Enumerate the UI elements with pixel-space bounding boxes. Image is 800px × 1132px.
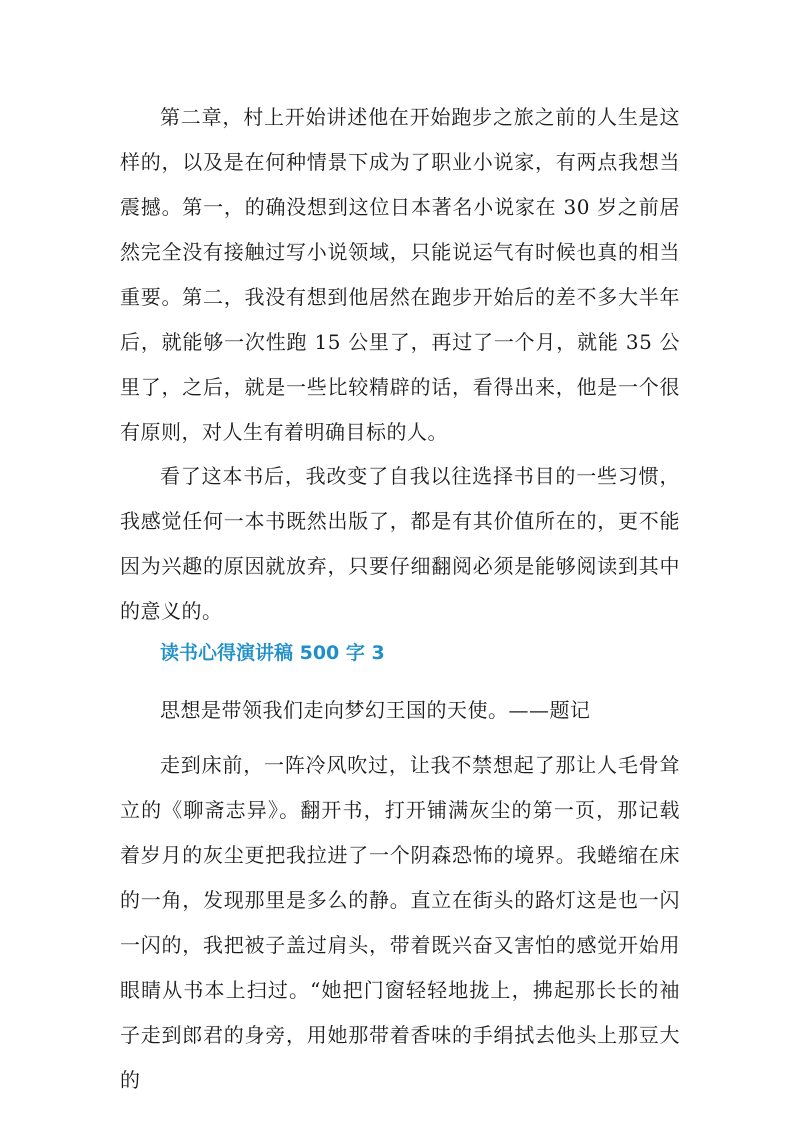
paragraph-reading-habits: 看了这本书后，我改变了自我以往选择书目的一些习惯，我感觉任何一本书既然出版了，都是有其价值所在的，更不能因为兴趣的原因就放弃，只要仔细翻阅必须是能够阅读到其中的意义的。 bbox=[120, 464, 680, 623]
paragraph-liaozhai: 走到床前，一阵冷风吹过，让我不禁想起了那让人毛骨耸立的《聊斋志异》。翻开书，打开铺满灰尘的第一页，那记载着岁月的灰尘更把我拉进了一个阴森恐怖的境界。我蜷缩在床的一角，发现那里是多么的静。直立在街头的路灯这是也一闪一闪的，我把被子盖过肩头，带着既兴奋又害怕的感觉开始用眼睛从书本上扫过。“她把门窗轻轻地拢上，拂起那长长的袖子走到郎君的身旁，用她那带着香味的手绢拭去他头上那豆大的 bbox=[120, 753, 680, 1092]
section-heading: 读书心得演讲稿 500 字 3 bbox=[160, 642, 385, 664]
paragraph-chapter-two: 第二章，村上开始讲述他在开始跑步之旅之前的人生是这样的，以及是在何种情景下成为了职业小说家，有两点我想当震撼。第一，的确没想到这位日本著名小说家在 30 岁之前居然完全没有接触过写小说领域，只能说运气有时候也真的相当重要。第二，我没有想到他居然在跑步开始后的差不多大半年后，就能够一次性跑 15 公里了，再过了一个月，就能 35 公里了，之后，就是一些比较精辟的话，看得出来，他是一个很有原则，对人生有着明确目标的人。 bbox=[120, 105, 680, 444]
epigraph: 思想是带领我们走向梦幻王国的天使。——题记 bbox=[160, 698, 591, 722]
